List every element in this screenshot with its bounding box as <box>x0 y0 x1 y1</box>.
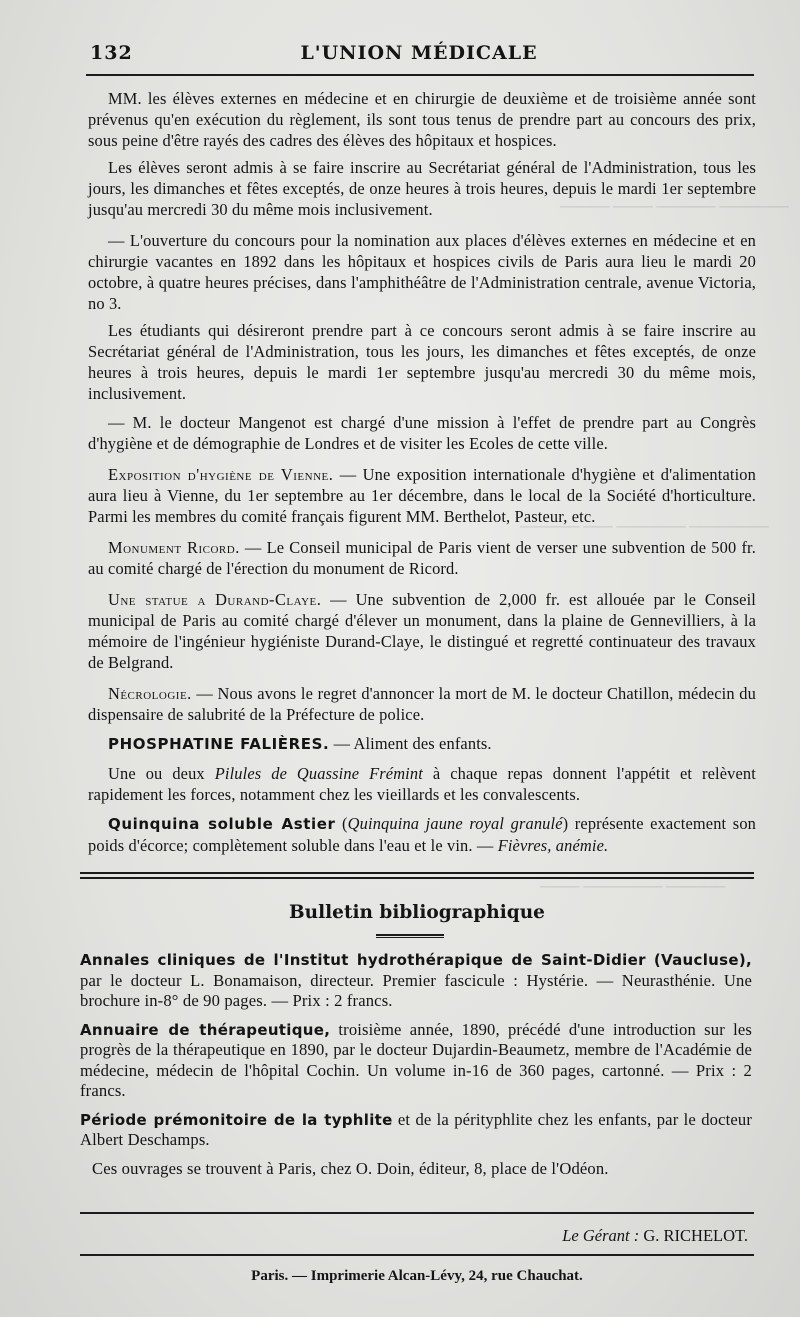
entry-title: Annuaire de thérapeutique, <box>80 1020 331 1039</box>
section-lead: Exposition d'hygiène de Vienne. <box>108 465 334 484</box>
paragraph: — L'ouverture du concours pour la nomination aux places d'élèves externes en médecine et en chirurgie vacantes en 1892 dans les hôpitaux et hospices civils de Paris aura lieu le mardi 20 octobre, à quatre heures précises, dans l'amphithéâtre de l'Administration centrale, avenue Victoria, no 3. <box>88 231 756 313</box>
advertisement: PHOSPHATINE FALIÈRES. — Aliment des enfants. <box>108 734 492 753</box>
section-divider <box>80 872 754 882</box>
gerant-signature: Le Gérant : G. RICHELOT. <box>562 1226 748 1245</box>
footer-rule <box>80 1212 754 1214</box>
paragraph: Les étudiants qui désireront prendre part à ce concours seront admis à se faire inscrire au Secrétariat général de l'Administration, tous les jours, les dimanches et fêtes exceptés, de onze heures à trois heures, depuis le mardi 1er septembre jusqu'au mercredi 30 du même mois, inclusivement. <box>88 321 756 403</box>
page-number: 132 <box>90 42 133 64</box>
bibliography-entry: Annuaire de thérapeutique, troisième année, 1890, précédé d'une introduction sur les progrès de la thérapeutique en 1890, par le docteur Dujardin-Beaumetz, membre de l'Académie de médecine, médecin de l'hôpital Cochin. Un volume in-16 de 360 pages, cartonné. — Prix : 2 francs. <box>80 1019 752 1100</box>
printer-imprint: Paris. — Imprimerie Alcan-Lévy, 24, rue Chauchat. <box>251 1268 583 1284</box>
bibliography-note: Ces ouvrages se trouvent à Paris, chez O. Doin, éditeur, 8, place de l'Odéon. <box>92 1158 609 1178</box>
paragraph: Les élèves seront admis à se faire inscrire au Secrétariat général de l'Administration, tous les jours, les dimanches et fêtes exceptés, de onze heures à trois heures, depuis le mardi 1er septembre jusqu'au mercredi 30 du même mois inclusivement. <box>88 158 756 219</box>
heading-underline <box>376 934 444 938</box>
bulletin-heading: Bulletin bibliographique <box>289 902 545 923</box>
bibliography-list <box>80 950 752 1187</box>
advertisement-brand: Quinquina soluble Astier <box>108 815 336 833</box>
section-lead: Monument Ricord. <box>108 538 240 557</box>
paragraph: Nécrologie. — Nous avons le regret d'annoncer la mort de M. le docteur Chatillon, médecin du dispensaire de salubrité de la Préfecture de police. <box>88 684 756 724</box>
entry-title: Période prémonitoire de la typhlite <box>80 1110 393 1129</box>
page-header <box>84 40 754 68</box>
news-column <box>88 88 756 862</box>
advertisement: Quinquina soluble Astier (Quinquina jaune royal granulé) représente exactement son poids d'écorce; complètement soluble dans l'eau et le vin. — Fièvres, anémie. <box>88 814 757 855</box>
bleed-through-text: ────── ──────── ──── <box>540 880 726 895</box>
paragraph: Une statue a Durand-Claye. — Une subvention de 2,000 fr. est allouée par le Conseil municipal de Paris au comité chargé d'élever un monument, dans la plaine de Gennevilliers, à la mémoire de l'ingénieur hygiéniste Durand-Claye, le distingué et regretté continuateur des travaux de Belgrand. <box>88 590 756 672</box>
paragraph: — M. le docteur Mangenot est chargé d'une mission à l'effet de prendre part au Congrès d'hygiène et de démographie de Londres et de visiter les Ecoles de cette ville. <box>88 413 756 453</box>
advertisement-brand: PHOSPHATINE FALIÈRES. <box>108 735 330 753</box>
header-rule <box>86 74 754 76</box>
bleed-through-text: ─────── ────── ──── ───── <box>560 200 789 215</box>
section-lead: Nécrologie. <box>108 684 192 703</box>
section-lead: Une statue a Durand-Claye. <box>108 590 322 609</box>
entry-title: Annales cliniques de l'Institut hydrothérapique de Saint-Didier (Vaucluse), <box>80 951 752 969</box>
paragraph: Exposition d'hygiène de Vienne. — Une exposition internationale d'hygiène et d'alimentation aura lieu à Vienne, du 1er septembre au 1er décembre, dans le local de la Société d'horticulture. Parmi les membres du comité français figurent MM. Berthelot, Pasteur, etc. <box>88 465 756 526</box>
footer-rule <box>80 1254 754 1256</box>
journal-title: L'UNION MÉDICALE <box>300 42 538 64</box>
bibliography-entry: Période prémonitoire de la typhlite et de la pérityphlite chez les enfants, par le docteur Albert Deschamps. <box>80 1109 752 1149</box>
bibliography-entry: Annales cliniques de l'Institut hydrothérapique de Saint-Didier (Vaucluse), par le docteur L. Bonamaison, directeur. Premier fascicule : Hystérie. — Neurasthénie. Une brochure in-8° de 90 pages. — Prix : 2 francs. <box>80 951 752 1010</box>
advertisement: Une ou deux Pilules de Quassine Frémint à chaque repas donnent l'appétit et relèvent rapidement les forces, notamment chez les vieillards et les convalescents. <box>88 764 756 804</box>
paragraph: Monument Ricord. — Le Conseil municipal de Paris vient de verser une subvention de 500 fr. au comité chargé de l'érection du monument de Ricord. <box>88 538 757 578</box>
paragraph: MM. les élèves externes en médecine et en chirurgie de deuxième et de troisième année sont prévenus qu'en exécution du règlement, ils sont tous tenus de prendre part au concours des prix, sous peine d'être rayés des cadres des élèves des hôpitaux et hospices. <box>88 89 756 150</box>
bleed-through-text: ──────── ─────── ─── ────── <box>520 520 769 535</box>
